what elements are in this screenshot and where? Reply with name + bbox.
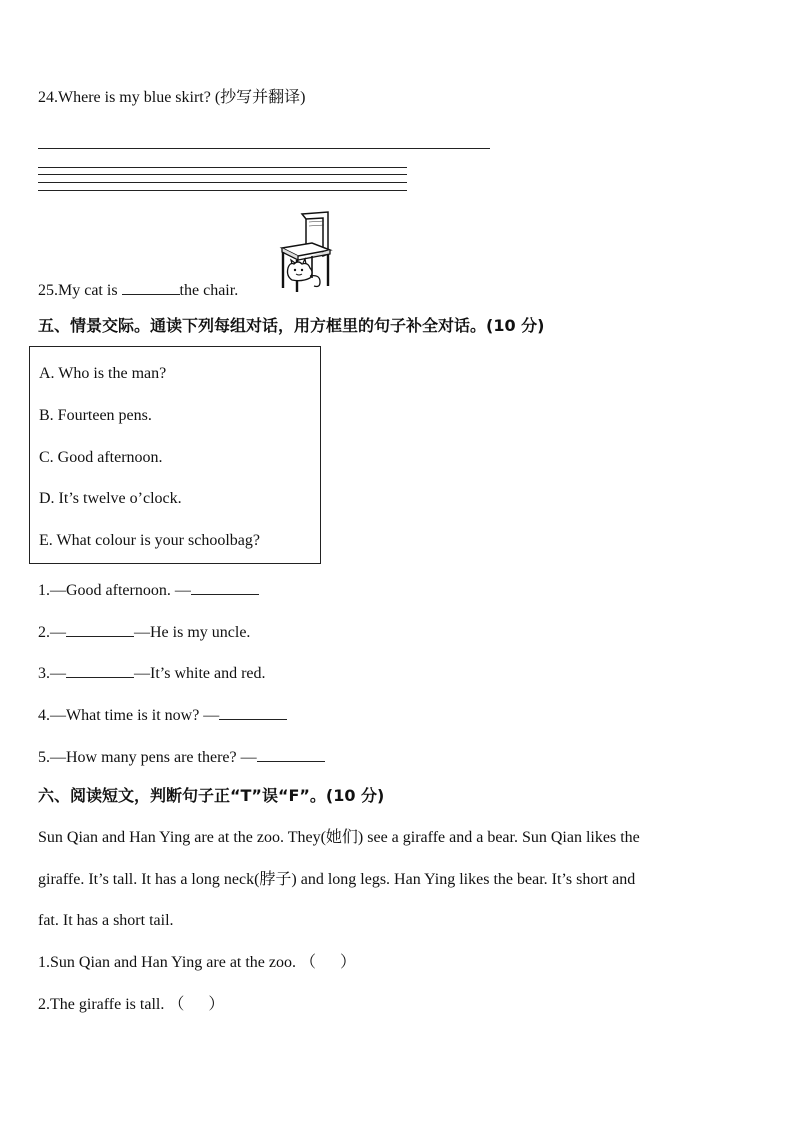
writing-line-3[interactable]: [38, 182, 407, 183]
dialogue-2-blank[interactable]: [66, 620, 134, 637]
question-25: [38, 278, 238, 301]
dialogue-2: [38, 620, 250, 643]
writing-line-4[interactable]: [38, 190, 407, 191]
writing-line-2[interactable]: [38, 174, 407, 175]
paren-open: （: [300, 954, 317, 971]
chair-with-cat-icon: [276, 210, 336, 294]
dialogue-3: [38, 661, 266, 684]
answer-line-long[interactable]: [38, 148, 490, 149]
paren-close: ）: [340, 954, 357, 971]
dialogue-3-left: 3.—: [38, 665, 66, 682]
choice-e: E. What colour is your schoolbag?: [39, 532, 260, 549]
dialogue-5-blank[interactable]: [257, 745, 325, 762]
tf-question-1: [38, 953, 356, 973]
passage-line-2: giraffe. It’s tall. It has a long neck(脖子) and long legs. Han Ying likes the bear. It’s short and: [38, 871, 636, 888]
choice-box: [29, 346, 321, 564]
question-25-suffix: the chair.: [179, 282, 239, 299]
choice-a: A. Who is the man?: [39, 365, 167, 382]
dialogue-5: [38, 745, 325, 768]
passage-line-1: Sun Qian and Han Ying are at the zoo. They(她们) see a giraffe and a bear. Sun Qian likes the: [38, 829, 640, 846]
tf-answer-1[interactable]: [300, 953, 356, 973]
question-25-prefix: 25.My cat is: [38, 282, 122, 299]
choice-b: B. Fourteen pens.: [39, 407, 152, 424]
dialogue-3-blank[interactable]: [66, 661, 134, 678]
dialogue-1: [38, 578, 259, 601]
tf-answer-2[interactable]: [168, 995, 224, 1015]
dialogue-4-blank[interactable]: [219, 703, 287, 720]
dialogue-1-blank[interactable]: [191, 578, 259, 595]
dialogue-4: [38, 703, 287, 726]
choice-c: C. Good afternoon.: [39, 449, 163, 466]
section-6-heading: 六、阅读短文，判断句子正“T”误“F”。(10 分): [38, 786, 385, 805]
writing-line-1[interactable]: [38, 167, 407, 168]
choice-d: D. It’s twelve o’clock.: [39, 490, 182, 507]
tf-question-1-text: 1.Sun Qian and Han Ying are at the zoo.: [38, 954, 297, 971]
question-24: 24.Where is my blue skirt? (抄写并翻译): [38, 89, 306, 106]
dialogue-2-right: —He is my uncle.: [134, 624, 251, 641]
dialogue-3-right: —It’s white and red.: [134, 665, 266, 682]
question-25-blank[interactable]: [122, 278, 180, 295]
tf-question-2: [38, 995, 224, 1015]
tf-question-2-text: 2.The giraffe is tall.: [38, 996, 165, 1013]
dialogue-5-left: 5.—How many pens are there? —: [38, 749, 257, 766]
dialogue-4-left: 4.—What time is it now? —: [38, 707, 220, 724]
paren-close: ）: [208, 996, 225, 1013]
dialogue-2-left: 2.—: [38, 624, 66, 641]
dialogue-1-left: 1.—Good afternoon. —: [38, 582, 191, 599]
paren-open: （: [168, 996, 185, 1013]
passage-line-3: fat. It has a short tail.: [38, 912, 174, 929]
section-5-heading: 五、情景交际。通读下列每组对话，用方框里的句子补全对话。(10 分): [38, 316, 545, 335]
